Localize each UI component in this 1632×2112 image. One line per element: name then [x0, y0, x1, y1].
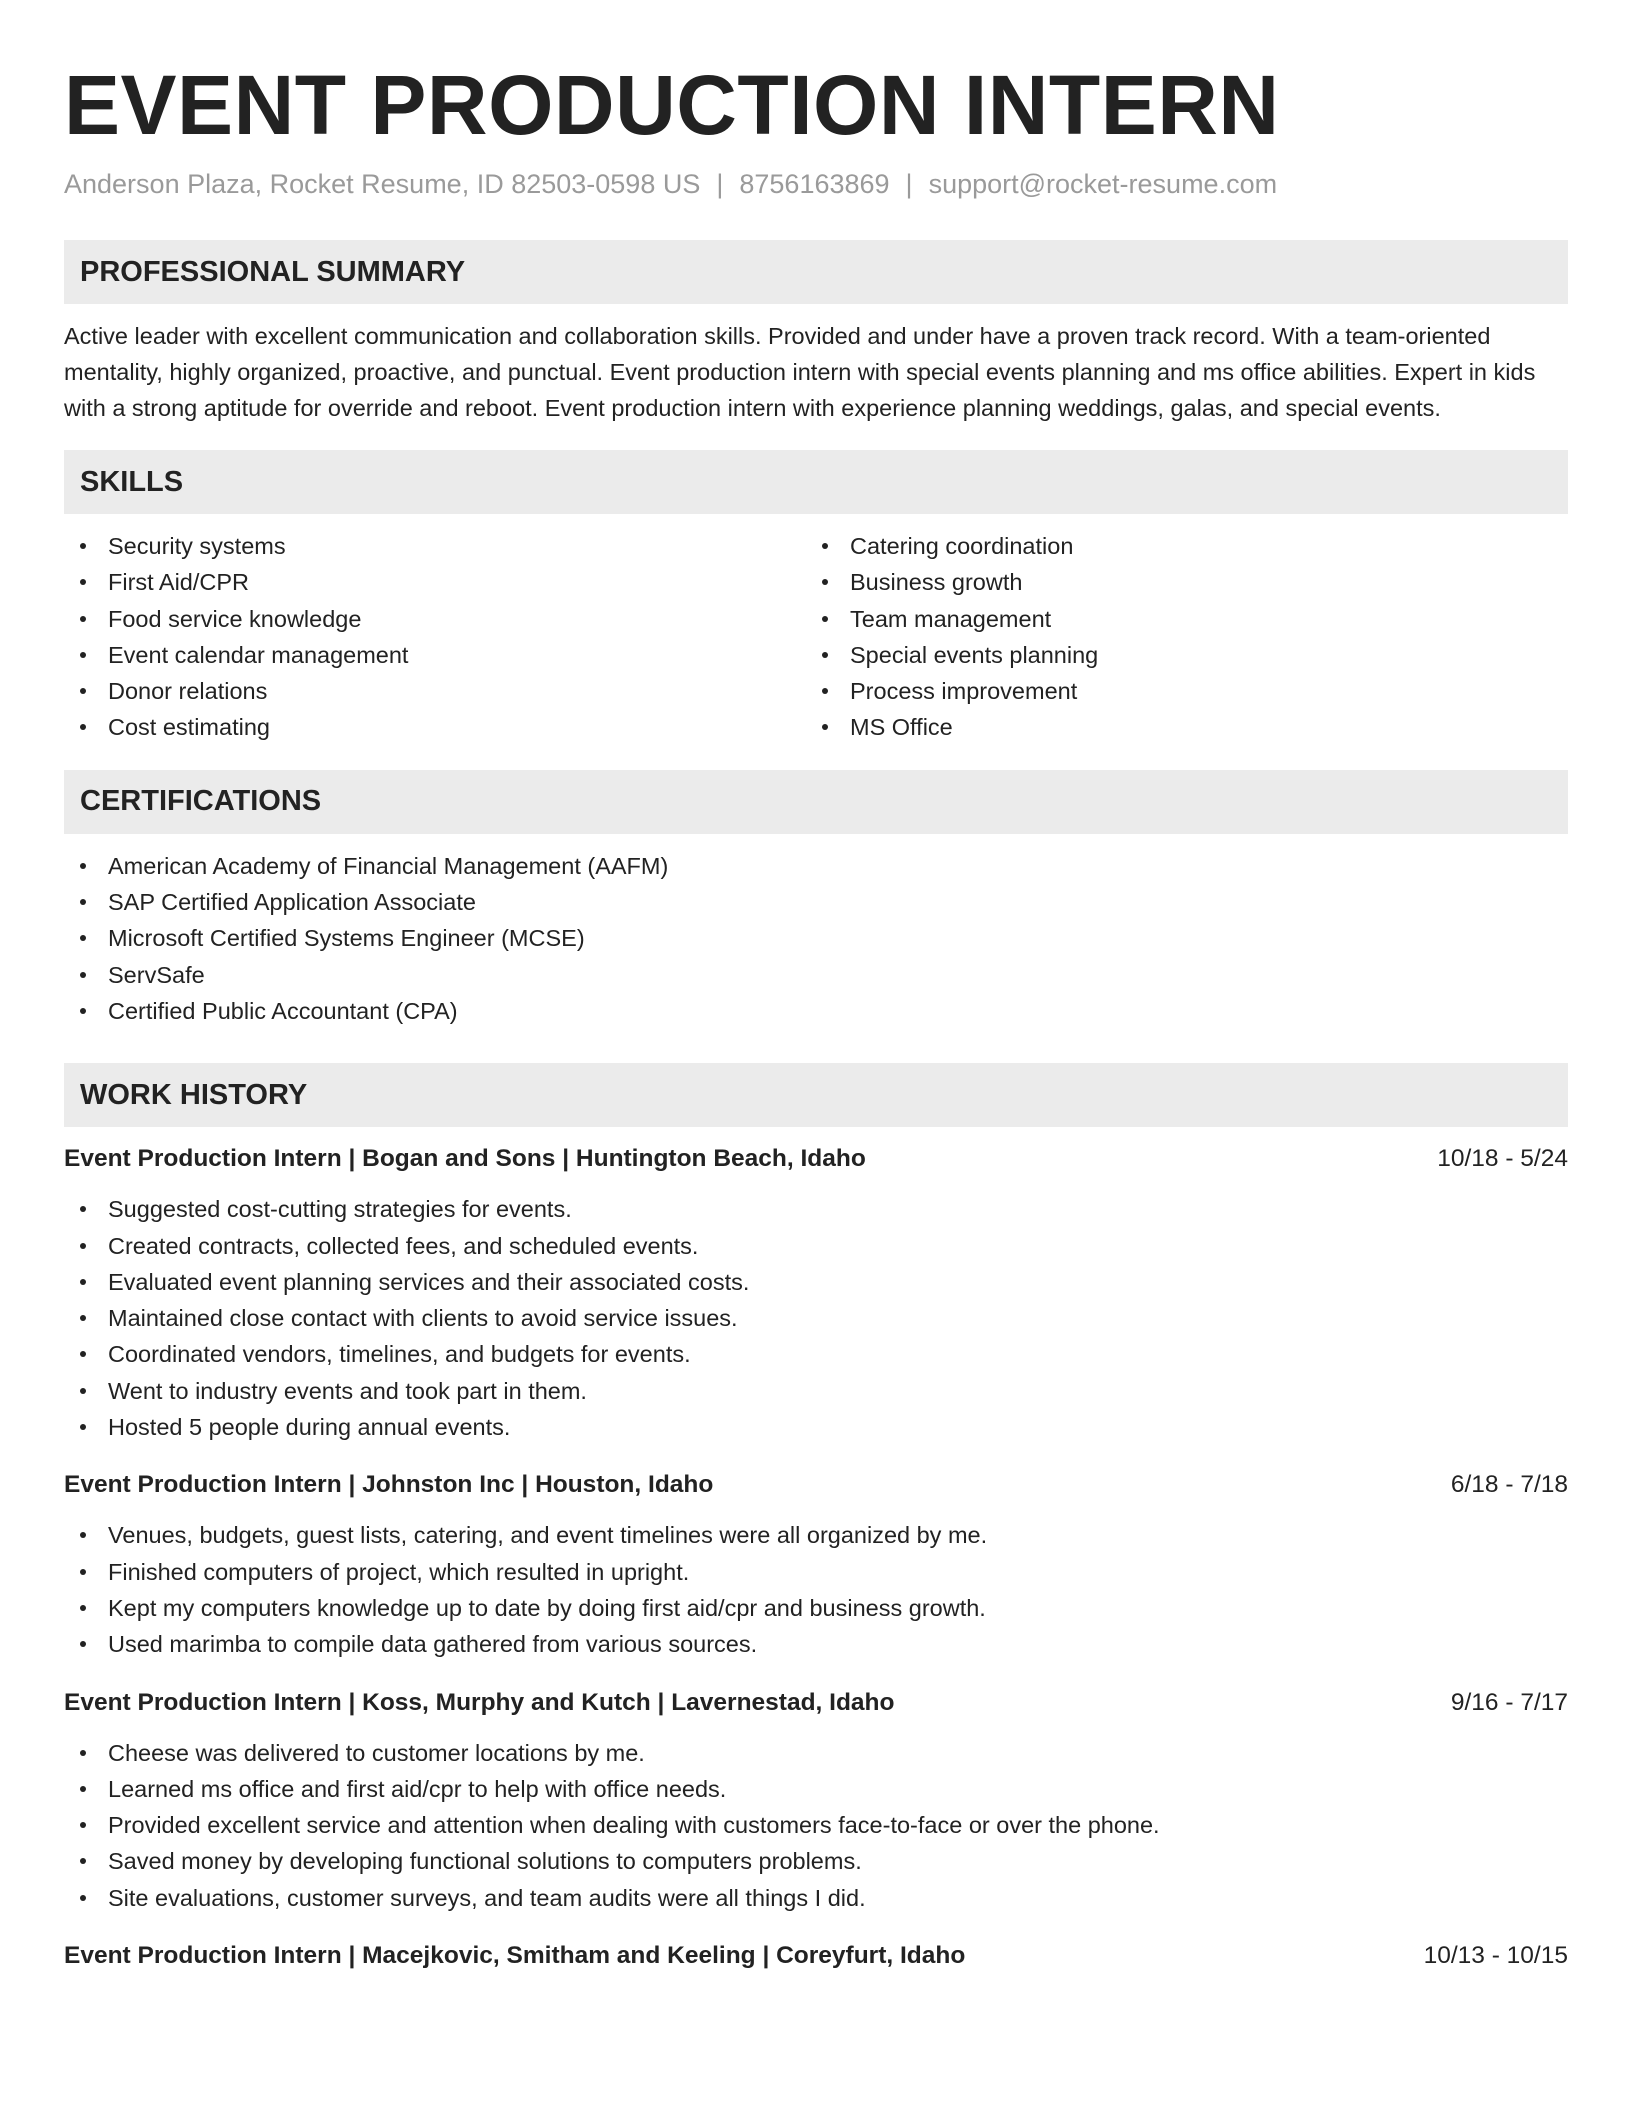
skill-item: Process improvement: [806, 673, 1548, 709]
job-duty-item: Maintained close contact with clients to avoid service issues.: [64, 1300, 1568, 1336]
job-entry: [64, 1938, 1568, 1974]
certification-item: American Academy of Financial Management (AAFM): [64, 848, 1568, 884]
job-duty-item: Venues, budgets, guest lists, catering, and event timelines were all organized by me.: [64, 1517, 1568, 1553]
job-duties-list: [64, 1191, 1568, 1445]
skill-item: Catering coordination: [806, 528, 1548, 564]
job-title: Event Production Intern | Macejkovic, Smitham and Keeling | Coreyfurt, Idaho: [64, 1942, 966, 1970]
skill-item: Event calendar management: [64, 637, 806, 673]
skills-list-left: [64, 528, 806, 746]
skill-item: Food service knowledge: [64, 601, 806, 637]
job-header: [64, 1938, 1568, 1974]
job-entry: [64, 1685, 1568, 1916]
job-dates: 10/13 - 10/15: [1423, 1942, 1568, 1970]
skill-item: First Aid/CPR: [64, 564, 806, 600]
contact-phone: 8756163869: [739, 169, 890, 199]
job-duty-item: Hosted 5 people during annual events.: [64, 1409, 1568, 1445]
section-heading-work-history: WORK HISTORY: [64, 1063, 1568, 1127]
contact-separator: |: [905, 169, 913, 199]
skills-grid: [64, 528, 1568, 746]
job-duty-item: Kept my computers knowledge up to date by doing first aid/cpr and business growth.: [64, 1590, 1568, 1626]
certifications-list: [64, 848, 1568, 1029]
job-entry: [64, 1467, 1568, 1662]
certification-item: ServSafe: [64, 957, 1568, 993]
job-duties-list: [64, 1517, 1568, 1662]
job-dates: 10/18 - 5/24: [1437, 1145, 1568, 1173]
skill-item: MS Office: [806, 709, 1548, 745]
job-duty-item: Suggested cost-cutting strategies for events.: [64, 1191, 1568, 1227]
skill-item: Special events planning: [806, 637, 1548, 673]
section-heading-summary: PROFESSIONAL SUMMARY: [64, 240, 1568, 304]
job-duty-item: Site evaluations, customer surveys, and team audits were all things I did.: [64, 1880, 1568, 1916]
contact-line: [64, 166, 1568, 202]
certification-item: SAP Certified Application Associate: [64, 884, 1568, 920]
skill-item: Team management: [806, 601, 1548, 637]
job-header: [64, 1141, 1568, 1177]
skills-list-right: [806, 528, 1548, 746]
contact-email[interactable]: support@rocket-resume.com: [928, 169, 1278, 199]
work-history-list: [64, 1141, 1568, 1974]
skills-column-left: [64, 528, 806, 746]
contact-separator: |: [716, 169, 724, 199]
job-dates: 9/16 - 7/17: [1450, 1688, 1568, 1716]
job-duty-item: Coordinated vendors, timelines, and budgets for events.: [64, 1336, 1568, 1372]
job-duty-item: Went to industry events and took part in them.: [64, 1373, 1568, 1409]
resume-page: [64, 56, 1568, 1974]
section-heading-certifications: CERTIFICATIONS: [64, 770, 1568, 834]
resume-title: EVENT PRODUCTION INTERN: [64, 58, 1280, 152]
job-duty-item: Provided excellent service and attention when dealing with customers face-to-face or over the phone.: [64, 1807, 1568, 1843]
job-duty-item: Evaluated event planning services and their associated costs.: [64, 1264, 1568, 1300]
job-entry: [64, 1141, 1568, 1445]
job-title: Event Production Intern | Bogan and Sons | Huntington Beach, Idaho: [64, 1145, 866, 1173]
job-duties-list: [64, 1735, 1568, 1916]
job-title: Event Production Intern | Johnston Inc | Houston, Idaho: [64, 1471, 714, 1499]
job-header: [64, 1685, 1568, 1721]
skills-column-right: [806, 528, 1548, 746]
skill-item: Donor relations: [64, 673, 806, 709]
job-duty-item: Finished computers of project, which resulted in upright.: [64, 1554, 1568, 1590]
summary-text: Active leader with excellent communication and collaboration skills. Provided and under have a proven track record. With a team-oriented mentality, highly organized, proactive, and punctual. Event production intern with special events planning and ms office abilities. Expert in kids with a strong aptitude for override and reboot. Event production intern with experience planning weddings, galas, and special events.: [64, 323, 1536, 421]
skill-item: Business growth: [806, 564, 1548, 600]
certification-item: Certified Public Accountant (CPA): [64, 993, 1568, 1029]
section-heading-skills: SKILLS: [64, 450, 1568, 514]
job-duty-item: Created contracts, collected fees, and scheduled events.: [64, 1228, 1568, 1264]
skill-item: Security systems: [64, 528, 806, 564]
job-title: Event Production Intern | Koss, Murphy and Kutch | Lavernestad, Idaho: [64, 1688, 895, 1716]
certification-item: Microsoft Certified Systems Engineer (MCSE): [64, 920, 1568, 956]
job-dates: 6/18 - 7/18: [1450, 1471, 1568, 1499]
job-header: [64, 1467, 1568, 1503]
job-duty-item: Saved money by developing functional solutions to computers problems.: [64, 1843, 1568, 1879]
job-duty-item: Used marimba to compile data gathered from various sources.: [64, 1626, 1568, 1662]
skill-item: Cost estimating: [64, 709, 806, 745]
job-duty-item: Cheese was delivered to customer locations by me.: [64, 1735, 1568, 1771]
job-duty-item: Learned ms office and first aid/cpr to help with office needs.: [64, 1771, 1568, 1807]
contact-address: Anderson Plaza, Rocket Resume, ID 82503-0598 US: [64, 169, 701, 199]
